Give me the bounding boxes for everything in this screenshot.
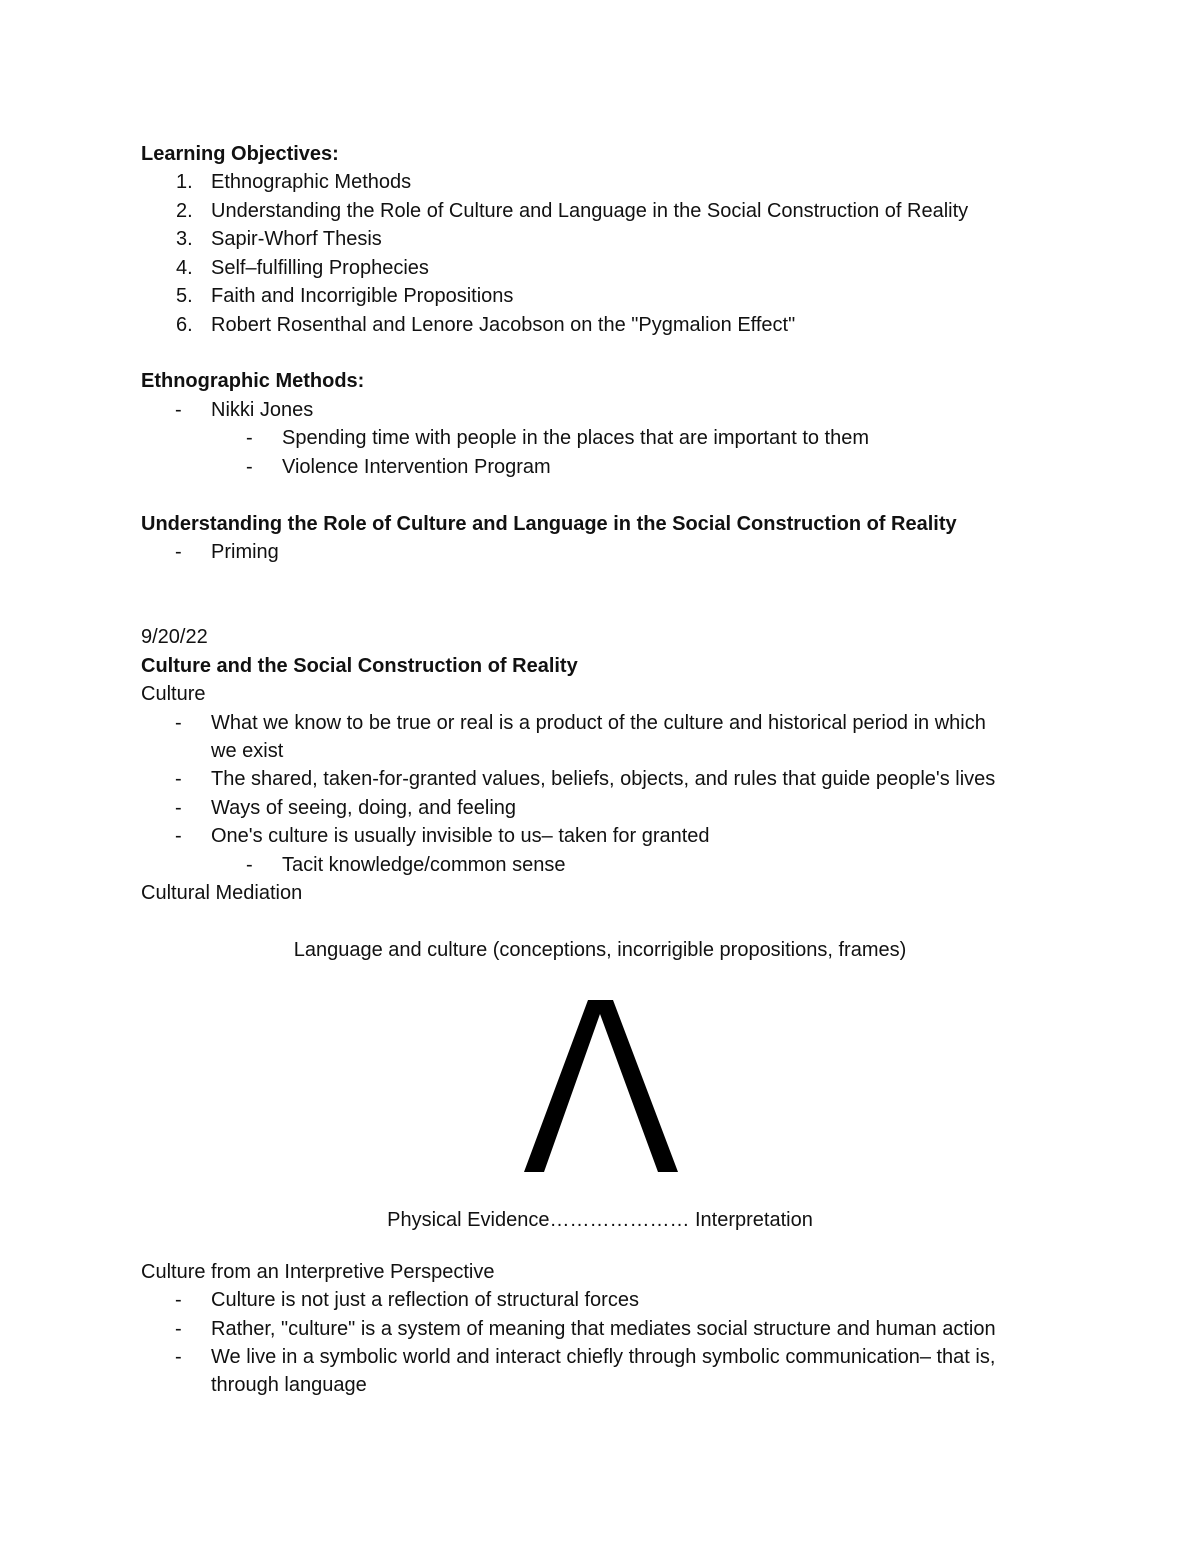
bullet-dash: - — [175, 1346, 182, 1368]
diagram-bottom-label: Physical Evidence………………… Interpretation — [387, 1209, 813, 1231]
list-item: Faith and Incorrigible Propositions — [211, 285, 514, 307]
bullet-dash: - — [246, 427, 253, 449]
list-item: Culture is not just a reflection of structural forces — [211, 1289, 639, 1311]
list-item: Robert Rosenthal and Lenore Jacobson on the "Pygmalion Effect" — [211, 314, 796, 336]
section-heading: Culture and the Social Construction of Reality — [141, 655, 578, 677]
bullet-dash: - — [175, 825, 182, 847]
list-item: Nikki Jones — [211, 399, 314, 421]
list-item: Rather, "culture" is a system of meaning that mediates social structure and human action — [211, 1318, 996, 1340]
list-item: Ways of seeing, doing, and feeling — [211, 797, 517, 819]
bullet-dash: - — [246, 854, 253, 876]
list-number: 5. — [176, 285, 193, 307]
diagram-top-label: Language and culture (conceptions, incorrigible propositions, frames) — [293, 939, 907, 961]
bullet-dash: - — [175, 712, 182, 734]
bullet-dash: - — [175, 797, 182, 819]
bullet-dash: - — [175, 541, 182, 563]
bullet-dash: - — [175, 1289, 182, 1311]
list-item: What we know to be true or real is a product of the culture and historical period in which — [211, 712, 986, 734]
lambda-symbol — [520, 998, 682, 1174]
list-item: The shared, taken-for-granted values, beliefs, objects, and rules that guide people's lives — [211, 768, 996, 790]
bullet-dash: - — [175, 399, 182, 421]
bullet-dash: - — [175, 768, 182, 790]
list-item-continuation: through language — [211, 1374, 367, 1396]
list-item: Ethnographic Methods — [211, 171, 412, 193]
sub-list-item: Spending time with people in the places that are important to them — [282, 427, 870, 449]
list-number: 6. — [176, 314, 193, 336]
sub-list-item: Violence Intervention Program — [282, 456, 551, 478]
list-item: Understanding the Role of Culture and Language in the Social Construction of Reality — [211, 200, 969, 222]
list-item: Sapir-Whorf Thesis — [211, 228, 382, 250]
list-item: Self–fulfilling Prophecies — [211, 257, 429, 279]
list-item: Priming — [211, 541, 279, 563]
note-date: 9/20/22 — [141, 626, 208, 648]
list-number: 3. — [176, 228, 193, 250]
list-number: 1. — [176, 171, 193, 193]
list-number: 2. — [176, 200, 193, 222]
section-label: Culture from an Interpretive Perspective — [141, 1261, 495, 1283]
objectives-heading: Learning Objectives: — [141, 143, 339, 165]
section-label: Culture — [141, 683, 206, 705]
list-number: 4. — [176, 257, 193, 279]
bullet-dash: - — [175, 1318, 182, 1340]
list-item: We live in a symbolic world and interact chiefly through symbolic communication– that is, — [211, 1346, 996, 1368]
list-item-continuation: we exist — [211, 740, 284, 762]
role-heading: Understanding the Role of Culture and Language in the Social Construction of Reality — [141, 513, 957, 535]
section-label: Cultural Mediation — [141, 882, 303, 904]
ethno-heading: Ethnographic Methods: — [141, 370, 365, 392]
sub-list-item: Tacit knowledge/common sense — [282, 854, 566, 876]
list-item: One's culture is usually invisible to us– taken for granted — [211, 825, 710, 847]
bullet-dash: - — [246, 456, 253, 478]
